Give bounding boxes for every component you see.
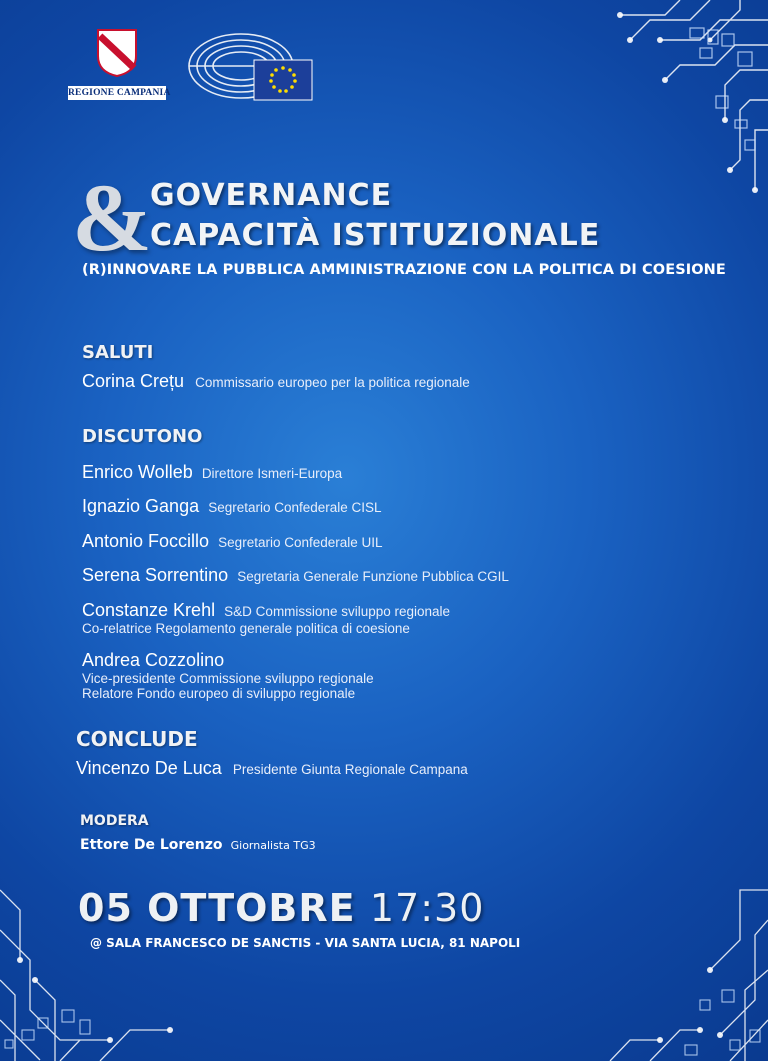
- circuit-decoration-bottom-right: [590, 880, 768, 1061]
- speaker-modera: [80, 834, 316, 853]
- speaker-role: Commissario europeo per la politica regionale: [195, 375, 470, 390]
- speaker-name: Ignazio Ganga: [82, 496, 200, 516]
- event-datetime: [78, 886, 484, 930]
- speaker-name: Serena Sorrentino: [82, 565, 229, 585]
- speaker-role: Segretario Confederale CISL: [208, 500, 382, 515]
- event-date: 05 OTTOBRE: [78, 886, 356, 930]
- title-ampersand: &: [72, 164, 152, 271]
- speaker-role-secondary: Relatore Fondo europeo di sviluppo regionale: [82, 686, 356, 701]
- speaker-role: Segretario Confederale UIL: [218, 535, 383, 550]
- title-line-capacita: CAPACITÀ ISTITUZIONALE: [150, 218, 601, 253]
- speaker-discutono-1: [82, 462, 342, 483]
- speaker-role-secondary: Co-relatrice Regolamento generale politica di coesione: [82, 621, 410, 636]
- speaker-role: Giornalista TG3: [230, 839, 316, 852]
- circuit-decoration-top-right: [540, 0, 768, 210]
- speaker-role: Direttore Ismeri-Europa: [201, 466, 343, 481]
- section-heading-saluti: SALUTI: [82, 342, 154, 363]
- speaker-name: Ettore De Lorenzo: [80, 837, 223, 853]
- regione-campania-logo: [68, 28, 171, 100]
- subtitle: (R)INNOVARE LA PUBBLICA AMMINISTRAZIONE CON LA POLITICA DI COESIONE: [82, 262, 726, 278]
- section-heading-modera: MODERA: [80, 813, 149, 829]
- event-venue: @ SALA FRANCESCO DE SANCTIS - VIA SANTA LUCIA, 81 NAPOLI: [90, 936, 521, 950]
- speaker-name: Antonio Foccillo: [82, 531, 210, 551]
- speaker-name: Andrea Cozzolino: [82, 650, 225, 670]
- regione-campania-caption: REGIONE CAMPANIA: [68, 88, 171, 98]
- speaker-name: Vincenzo De Luca: [76, 758, 222, 778]
- section-heading-discutono: DISCUTONO: [82, 426, 203, 447]
- speaker-discutono-3: [82, 531, 383, 552]
- speaker-saluti: [82, 371, 470, 392]
- speaker-role: S&D Commissione sviluppo regionale: [224, 604, 451, 619]
- speaker-discutono-4: [82, 565, 509, 586]
- title-line-governance: GOVERNANCE: [150, 178, 393, 213]
- speaker-name: Enrico Wolleb: [82, 462, 193, 482]
- speaker-role: Segretaria Generale Funzione Pubblica CGIL: [237, 569, 509, 584]
- speaker-role: Presidente Giunta Regionale Campana: [232, 762, 468, 777]
- regione-campania-shield-icon: [96, 28, 138, 78]
- speaker-name: Constanze Krehl: [82, 600, 216, 620]
- speaker-role: Vice-presidente Commissione sviluppo regionale: [82, 671, 374, 686]
- section-heading-conclude: CONCLUDE: [76, 727, 198, 751]
- european-parliament-logo-icon: [186, 30, 316, 102]
- speaker-discutono-2: [82, 496, 382, 517]
- speaker-discutono-6: [82, 650, 374, 701]
- speaker-conclude: [76, 758, 468, 779]
- speaker-name: Corina Crețu: [82, 371, 185, 391]
- speaker-discutono-5: [82, 600, 450, 636]
- event-time: 17:30: [369, 886, 485, 930]
